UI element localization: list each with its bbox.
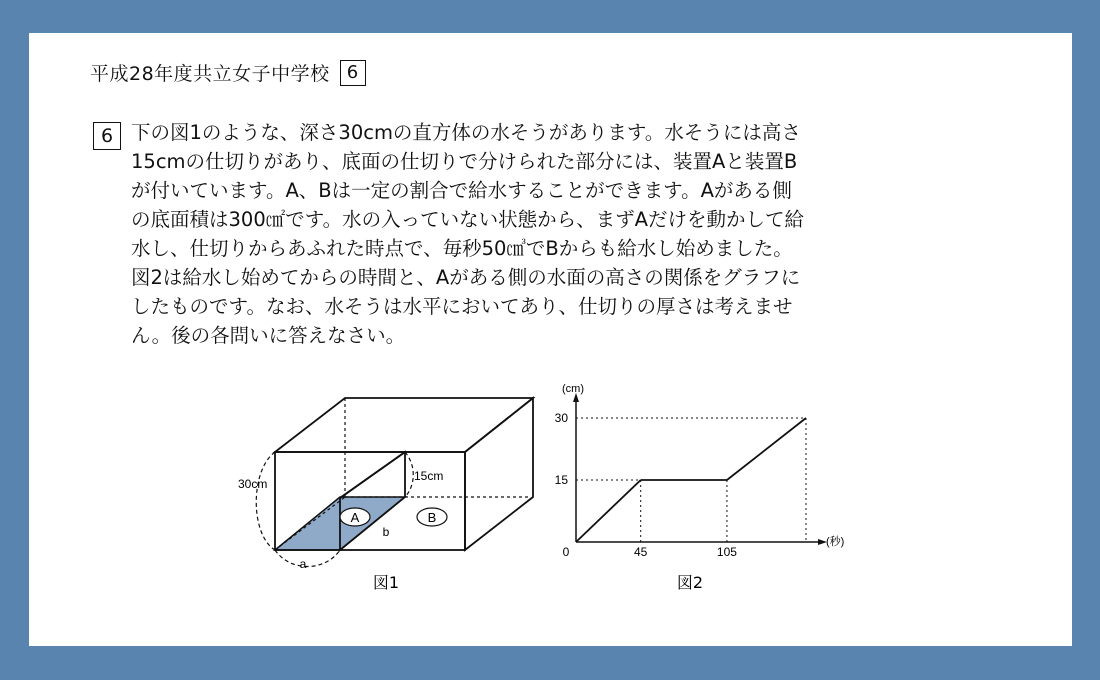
edge-b-label: b — [382, 525, 390, 539]
origin-label: 0 — [562, 545, 570, 559]
x-tick-label: 105 — [716, 545, 737, 559]
question-line: 水し、仕切りからあふれた時点で、毎秒50㎤でBからも給水し始めました。 — [131, 237, 793, 260]
x-unit-label: (秒) — [826, 536, 845, 548]
y-tick-label: 15 — [554, 473, 568, 487]
y-tick-label: 30 — [554, 411, 568, 425]
device-b-label: B — [427, 510, 437, 525]
device-a-label: A — [350, 510, 360, 525]
partition-height-label: 15cm — [414, 469, 444, 483]
question-line: が付いています。A、Bは一定の割合で給水することができます。Aがある側 — [131, 179, 792, 202]
school-title: 平成28年度共立女子中学校 — [90, 63, 330, 85]
question-line: 図2は給水し始めてからの時間と、Aがある側の水面の高さの関係をグラフに — [131, 266, 801, 289]
question-line: の底面積は300㎠です。水の入っていない状態から、まずAだけを動かして給 — [131, 208, 804, 231]
question-line: したものです。なお、水そうは水平においてあり、仕切りの厚さは考えませ — [131, 295, 793, 318]
edge-a-label: a — [299, 557, 307, 571]
question-line: ん。後の各問いに答えなさい。 — [131, 324, 406, 347]
x-tick-label: 45 — [634, 545, 648, 559]
series-segment — [727, 418, 806, 480]
depth-label: 30cm — [238, 477, 268, 491]
y-unit-label: (cm) — [562, 383, 584, 395]
question-line: 下の図1のような、深さ30cmの直方体の水そうがあります。水そうには高さ — [131, 121, 801, 144]
question-line: 15cmの仕切りがあり、底面の仕切りで分けられた部分には、装置Aと装置B — [131, 150, 798, 173]
question-number-box: 6 — [93, 122, 121, 150]
series-segment — [576, 480, 641, 542]
figure1-caption: 図1 — [372, 573, 400, 592]
problem-number-box: 6 — [340, 60, 366, 86]
figure2-caption: 図2 — [676, 573, 704, 592]
